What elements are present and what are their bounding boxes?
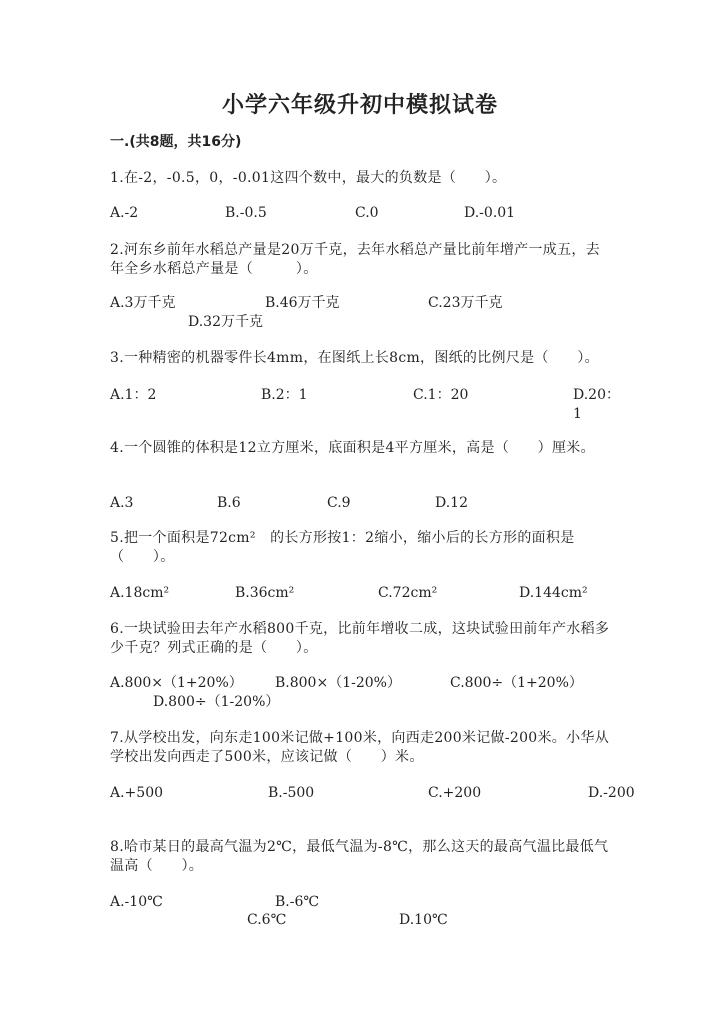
option-a[interactable]: A.1：2 <box>110 387 157 403</box>
option-c[interactable]: C.23万千克 <box>428 295 503 311</box>
option-b[interactable]: B.6 <box>217 495 241 511</box>
option-d[interactable]: D.800÷（1-20%） <box>153 694 280 710</box>
option-b[interactable]: B.46万千克 <box>265 295 340 311</box>
page-title: 小学六年级升初中模拟试卷 <box>221 93 498 118</box>
question-7: 7.从学校出发，向东走100米记做+100米，向西走200米记做-200米。小华从学校出发向西走了500米，应该记做（ ）米。 <box>110 730 610 765</box>
option-c[interactable]: C.800÷（1+20%） <box>450 675 583 691</box>
option-b[interactable]: B.-6℃ <box>275 894 320 910</box>
option-a[interactable]: A.3 <box>110 495 134 511</box>
option-b[interactable]: B.-500 <box>268 785 315 801</box>
option-d[interactable]: D.12 <box>435 495 468 511</box>
option-b[interactable]: B.-0.5 <box>225 205 267 221</box>
question-8: 8.哈市某日的最高气温为2℃，最低气温为-8℃，那么这天的最高气温比最低气温高（ ）。 <box>110 839 609 874</box>
option-a[interactable]: A.-10℃ <box>110 894 163 910</box>
option-d[interactable]: D.32万千克 <box>188 314 263 330</box>
option-a[interactable]: A.800×（1+20%） <box>110 675 243 691</box>
option-b[interactable]: B.2：1 <box>261 387 308 403</box>
option-a[interactable]: A.-2 <box>110 205 139 221</box>
option-b[interactable]: B.36cm² <box>235 585 295 601</box>
option-d[interactable]: D.144cm² <box>519 585 588 601</box>
option-c[interactable]: C.72cm² <box>378 585 438 601</box>
option-a[interactable]: A.18cm² <box>110 585 170 601</box>
option-c[interactable]: C.0 <box>355 205 379 221</box>
option-c[interactable]: C.+200 <box>428 785 482 801</box>
option-b[interactable]: B.800×（1-20%） <box>275 675 401 691</box>
option-d[interactable]: D.-200 <box>588 785 635 801</box>
option-a[interactable]: A.+500 <box>110 785 164 801</box>
question-1: 1.在-2，-0.5，0，-0.01这四个数中，最大的负数是（ ）。 <box>110 170 507 186</box>
option-d[interactable]: D.-0.01 <box>464 205 516 221</box>
question-2: 2.河东乡前年水稻总产量是20万千克，去年水稻总产量比前年增产一成五，去年全乡水稻总产量是（ ）。 <box>110 242 600 277</box>
question-3: 3.一种精密的机器零件长4mm，在图纸上长8cm，图纸的比例尺是（ ）。 <box>110 350 599 366</box>
option-c[interactable]: C.6℃ <box>247 912 287 928</box>
question-5: 5.把一个面积是72cm² 的长方形按1：2缩小，缩小后的长方形的面积是（ ）。 <box>110 530 575 565</box>
question-4: 4.一个圆锥的体积是12立方厘米，底面积是4平方厘米，高是（ ）厘米。 <box>110 440 595 456</box>
section-heading: 一.(共8题，共16分) <box>110 134 242 150</box>
option-d[interactable]: D.20：1 <box>573 387 620 422</box>
option-a[interactable]: A.3万千克 <box>110 295 176 311</box>
option-d[interactable]: D.10℃ <box>399 912 448 928</box>
question-6: 6.一块试验田去年产水稻800千克，比前年增收二成，这块试验田前年产水稻多少千克？列式正确的是（ ）。 <box>110 621 610 656</box>
option-c[interactable]: C.1：20 <box>413 387 469 403</box>
option-c[interactable]: C.9 <box>327 495 351 511</box>
